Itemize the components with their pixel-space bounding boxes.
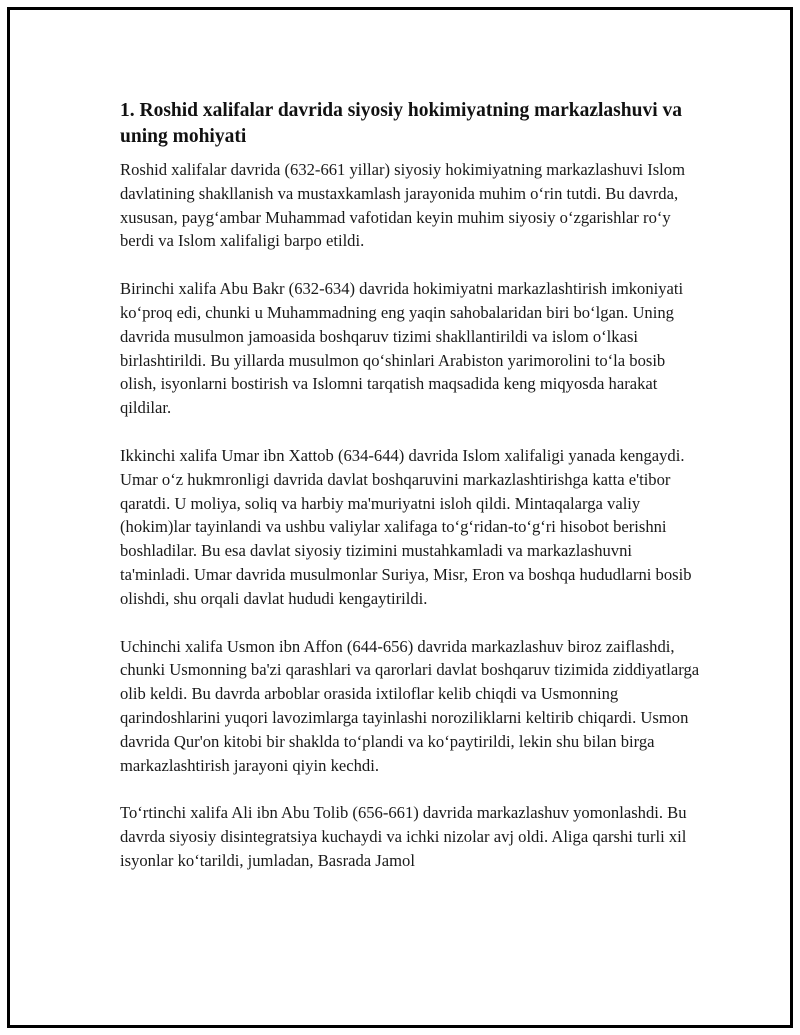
paragraph-ali: Toʻrtinchi xalifa Ali ibn Abu Tolib (656-661) davrida markazlashuv yomonlashdi. Bu davrda siyosiy disintegratsiya kuchaydi va ichki nizolar avj oldi. Aliga qarshi turli xil isyonlar koʻtarildi, jumladan, Basrada Jamol xyxy=(120,803,687,870)
document-body xyxy=(120,98,700,873)
paragraph-intro: Roshid xalifalar davrida (632-661 yillar) siyosiy hokimiyatning markazlashuvi Islom davlatining shakllanish va mustaxkamlash jarayonida muhim oʻrin tutdi. Bu davrda, xususan, paygʻambar Muhammad vafotidan keyin muhim siyosiy oʻzgarishlar roʻy berdi va Islom xalifaligi barpo etildi. xyxy=(120,160,685,251)
paragraph-usmon: Uchinchi xalifa Usmon ibn Affon (644-656) davrida markazlashuv biroz zaiflashdi, chunki Usmonning ba'zi qarashlari va qarorlari davlat boshqaruv tizimida ziddiyatlarga olib keldi. Bu davrda arboblar orasida ixtiloflar kelib chiqdi va Usmonning qarindoshlarini yuqori lavozimlarga tayinlashi noroziliklarni keltirib chiqardi. Usmon davrida Qur'on kitobi bir shaklda toʻplandi va koʻpaytirildi, lekin shu bilan birga markazlashtirish jarayoni qiyin kechdi. xyxy=(120,636,700,775)
page-border xyxy=(7,7,793,1028)
paragraph-abu-bakr: Birinchi xalifa Abu Bakr (632-634) davrida hokimiyatni markazlashtirish imkoniyati koʻproq edi, chunki u Muhammadning eng yaqin sahobalaridan biri boʻlgan. Uning davrida musulmon jamoasida boshqaruv tizimi shakllantirildi va islom oʻlkasi birlashtirildi. Bu yillarda musulmon qoʻshinlari Arabiston yarimorolini toʻla bosib olish, isyonlarni bostirish va Islomni tarqatish maqsadida keng miqyosda harakat qildilar. xyxy=(120,279,684,418)
paragraph-umar: Ikkinchi xalifa Umar ibn Xattob (634-644) davrida Islom xalifaligi yanada kengaydi. Umar oʻz hukmronligi davrida davlat boshqaruvini markazlashtirishga katta e'tibor qaratdi. U moliya, soliq va harbiy ma'muriyatni isloh qildi. Mintaqalarga valiy (hokim)lar tayinlandi va ushbu valiylar xalifaga toʻgʻridan-toʻgʻri hisobot berishni boshladilar. Bu esa davlat siyosiy tizimini mustahkamladi va markazlashuvni ta'minladi. Umar davrida musulmonlar Suriya, Misr, Eron va boshqa hududlarni bosib olishdi, shu orqali davlat hududi kengaytirildi. xyxy=(120,445,692,608)
section-heading: 1. Roshid xalifalar davrida siyosiy hokimiyatning markazlashuvi va uning mohiyati xyxy=(120,100,682,147)
